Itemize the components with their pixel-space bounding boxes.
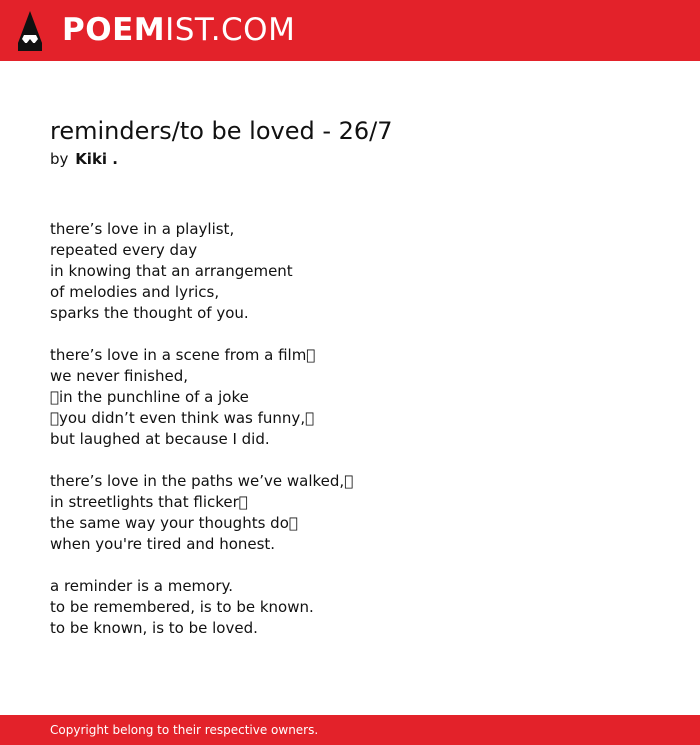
poem-title: reminders/to be loved - 26/7 <box>50 117 393 145</box>
poem-stanza <box>50 219 353 324</box>
site-header <box>0 0 700 61</box>
poem-line: a reminder is a memory. <box>50 577 234 595</box>
poem-line: we never finished, <box>50 367 189 385</box>
poem-stanza <box>50 345 353 450</box>
poem-line: to be known, is to be loved. <box>50 619 258 637</box>
poem-body <box>50 219 353 660</box>
poem-line:  in the punchline of a joke <box>50 388 249 406</box>
site-logo[interactable] <box>62 13 295 47</box>
poem-line: in knowing that an arrangement <box>50 262 293 280</box>
logo-light-text: IST.COM <box>165 12 296 48</box>
poem-line: in streetlights that flicker  <box>50 493 248 511</box>
poem-line: to be remembered, is to be known. <box>50 598 314 616</box>
pen-nib-icon[interactable] <box>18 11 42 51</box>
poem-line: repeated every day <box>50 241 198 259</box>
poem-line: there’s love in the paths we’ve walked,  <box>50 472 354 490</box>
poem-line: but laughed at because I did. <box>50 430 270 448</box>
copyright-text: Copyright belong to their respective owners. <box>50 723 319 737</box>
poem-stanza <box>50 471 353 555</box>
poem-line: of melodies and lyrics, <box>50 283 220 301</box>
poem-line:  you didn’t even think was funny,  <box>50 409 315 427</box>
poem-line: sparks the thought of you. <box>50 304 249 322</box>
poem-line: when you're tired and honest. <box>50 535 276 553</box>
poem-line: there’s love in a playlist, <box>50 220 235 238</box>
poem-line: the same way your thoughts do  <box>50 514 298 532</box>
logo-bold-text: POEM <box>62 12 166 48</box>
author-name[interactable]: Kiki . <box>75 150 118 168</box>
site-footer <box>0 715 700 745</box>
poem-stanza <box>50 576 353 639</box>
by-prefix: by <box>50 150 69 168</box>
byline <box>50 148 118 170</box>
poem-line: there’s love in a scene from a film  <box>50 346 316 364</box>
